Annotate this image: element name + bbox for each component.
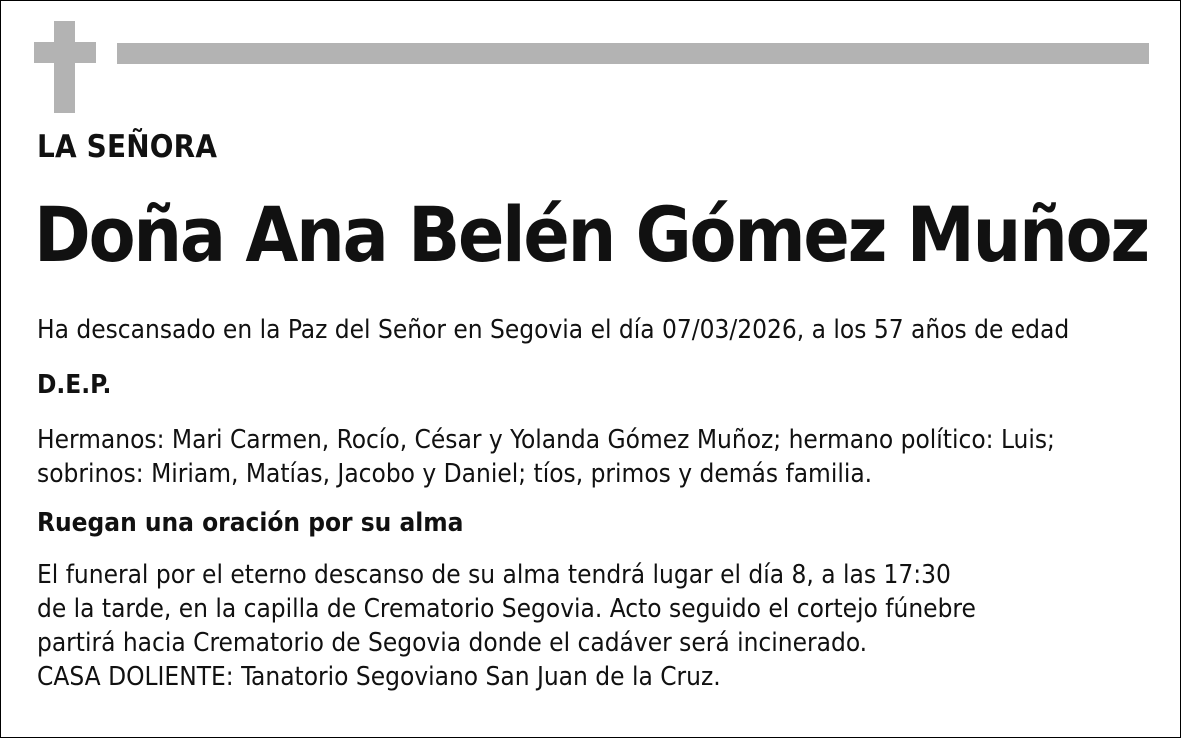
death-notice: Ha descansado en la Paz del Señor en Segovia el día 07/03/2026, a los 57 años de edad <box>37 315 1070 345</box>
family-line: sobrinos: Miriam, Matías, Jacobo y Daniel; tíos, primos y demás familia. <box>37 459 873 489</box>
funeral-line: El funeral por el eterno descanso de su alma tendrá lugar el día 8, a las 17:30 <box>37 560 951 590</box>
family-list <box>37 423 1055 491</box>
funeral-details <box>37 558 976 694</box>
funeral-line: de la tarde, en la capilla de Crematorio Segovia. Acto seguido el cortejo fúnebre <box>37 594 976 624</box>
salutation: LA SEÑORA <box>37 129 218 165</box>
family-line: Hermanos: Mari Carmen, Rocío, César y Yolanda Gómez Muñoz; hermano político: Luis; <box>37 425 1055 455</box>
prayer-request: Ruegan una oración por su alma <box>37 508 464 538</box>
header-divider-bar <box>117 43 1149 64</box>
funeral-line: CASA DOLIENTE: Tanatorio Segoviano San Juan de la Cruz. <box>37 662 721 692</box>
rip-text: D.E.P. <box>37 370 112 400</box>
cross-vertical-bar <box>54 21 75 113</box>
cross-horizontal-bar <box>34 42 96 63</box>
funeral-line: partirá hacia Crematorio de Segovia donde el cadáver será incinerado. <box>37 628 868 658</box>
deceased-name: Doña Ana Belén Gómez Muñoz <box>34 190 1148 279</box>
